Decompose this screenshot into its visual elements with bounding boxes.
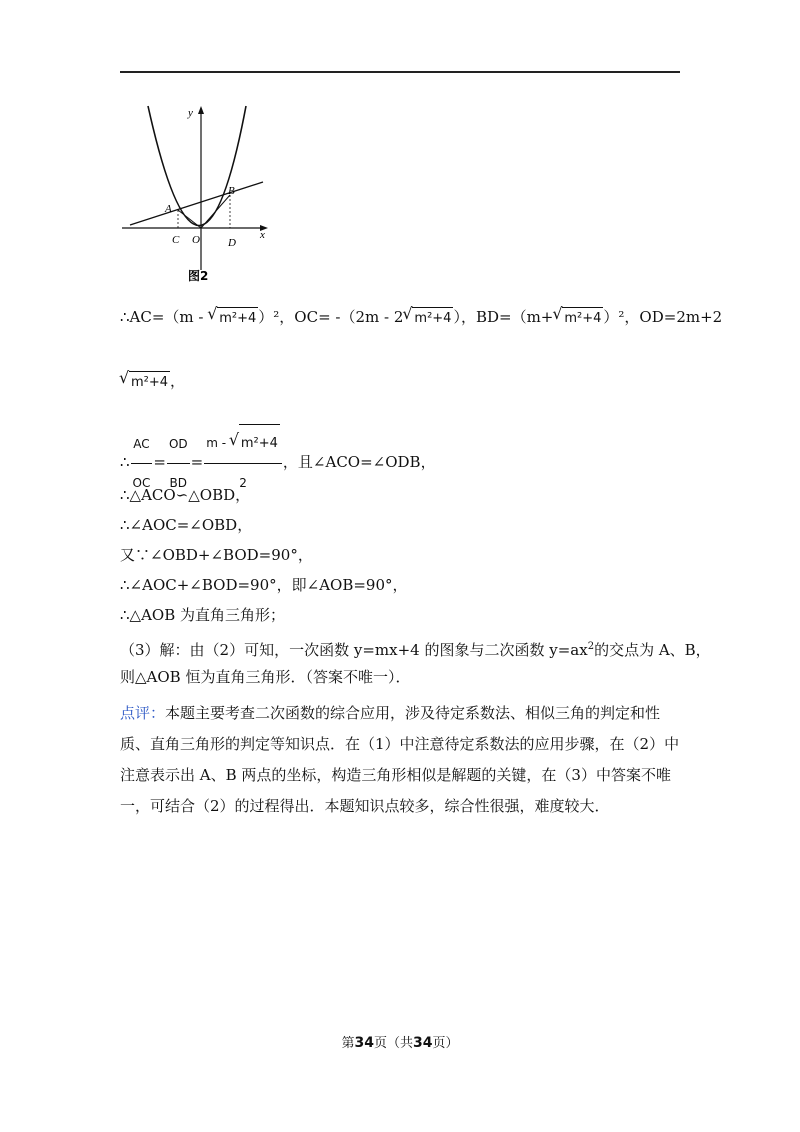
label-o: O	[192, 234, 200, 246]
text-segment: m -	[206, 436, 230, 450]
radical	[553, 306, 603, 330]
label-x: x	[260, 229, 265, 241]
radical	[208, 306, 258, 330]
segment-ao	[178, 210, 201, 228]
label-b: B	[228, 185, 235, 197]
text-segment: ，	[170, 372, 186, 390]
equals: =	[190, 453, 204, 471]
header-rule	[120, 71, 680, 73]
superscript: 2	[587, 641, 595, 652]
text-segment: ），BD=（m+	[453, 308, 554, 326]
text-segment: （3）解：由（2）可知，一次函数 y=mx+4 的图象与二次函数 y=ax	[120, 641, 588, 659]
line-od-continued	[120, 370, 185, 394]
y-axis-arrow	[198, 106, 204, 114]
comment-label: 点评：	[120, 704, 166, 722]
denominator: 2	[239, 476, 247, 490]
figure-caption: 图2	[188, 269, 209, 283]
text-segment: ，且∠ACO=∠ODB，	[282, 453, 436, 471]
numerator: AC	[131, 425, 153, 464]
radicand: m²+4	[412, 307, 453, 330]
parabola-curve	[148, 106, 246, 226]
footer-text: 页）	[432, 1036, 459, 1051]
line-similar-triangles: ∴△ACO∽△OBD，	[120, 486, 251, 504]
line-ac-oc-bd	[120, 306, 722, 330]
line-curve	[130, 182, 263, 225]
line-part3	[120, 636, 711, 661]
text-segment: 的交点为 A、B，	[594, 641, 711, 659]
total-pages: 34	[413, 1035, 433, 1051]
numerator: OD	[167, 425, 190, 464]
segment-ob	[201, 195, 230, 228]
radicand: m²+4	[217, 307, 258, 330]
radical	[230, 424, 280, 463]
line-right-angle: ∴∠AOC+∠BOD=90°，即∠AOB=90°，	[120, 576, 408, 594]
denominator: BD	[169, 475, 188, 490]
numerator	[204, 424, 282, 464]
page-number: 34	[354, 1035, 374, 1051]
denominator: OC	[132, 475, 151, 490]
radical	[120, 370, 170, 394]
equals: =	[153, 453, 166, 471]
radical	[403, 306, 453, 330]
line-conclusion: ∴△AOB 为直角三角形；	[120, 606, 286, 624]
text-segment: ∴AC=（m -	[120, 308, 209, 326]
text-segment: ）²，OD=2m+2	[603, 308, 723, 326]
label-y: y	[188, 107, 193, 119]
footer-text: 页（共	[373, 1036, 413, 1051]
page-footer	[0, 1032, 800, 1051]
radicand: m²+4	[129, 371, 170, 394]
therefore-symbol: ∴	[120, 453, 130, 471]
radicand: m²+4	[239, 424, 280, 463]
line-part3-conclusion: 则△AOB 恒为直角三角形．（答案不唯一）．	[120, 668, 411, 686]
line-angle-sum: 又∵∠OBD+∠BOD=90°，	[120, 546, 313, 564]
figure-2	[118, 100, 278, 284]
text-segment: ）²，OC= -（2m - 2	[258, 308, 404, 326]
label-a: A	[165, 203, 172, 215]
comment-text: 本题主要考查二次函数的综合应用，涉及待定系数法、相似三角的判定和性质、直角三角形的判定等知识点．在（1）中注意待定系数法的应用步骤，在（2）中注意表示出 A、B 两点的坐标，构造三角形相似是解题的关键，在（3）中答案不唯一，可结合（2）的过程得出．本题知识点较多，综合性很强，难度较大．	[120, 704, 680, 815]
footer-text: 第	[341, 1036, 355, 1051]
label-c: C	[172, 234, 180, 246]
line-angle-equal: ∴∠AOC=∠OBD，	[120, 516, 253, 534]
label-d: D	[228, 237, 236, 249]
comment-paragraph	[120, 698, 680, 822]
radicand: m²+4	[562, 307, 603, 330]
